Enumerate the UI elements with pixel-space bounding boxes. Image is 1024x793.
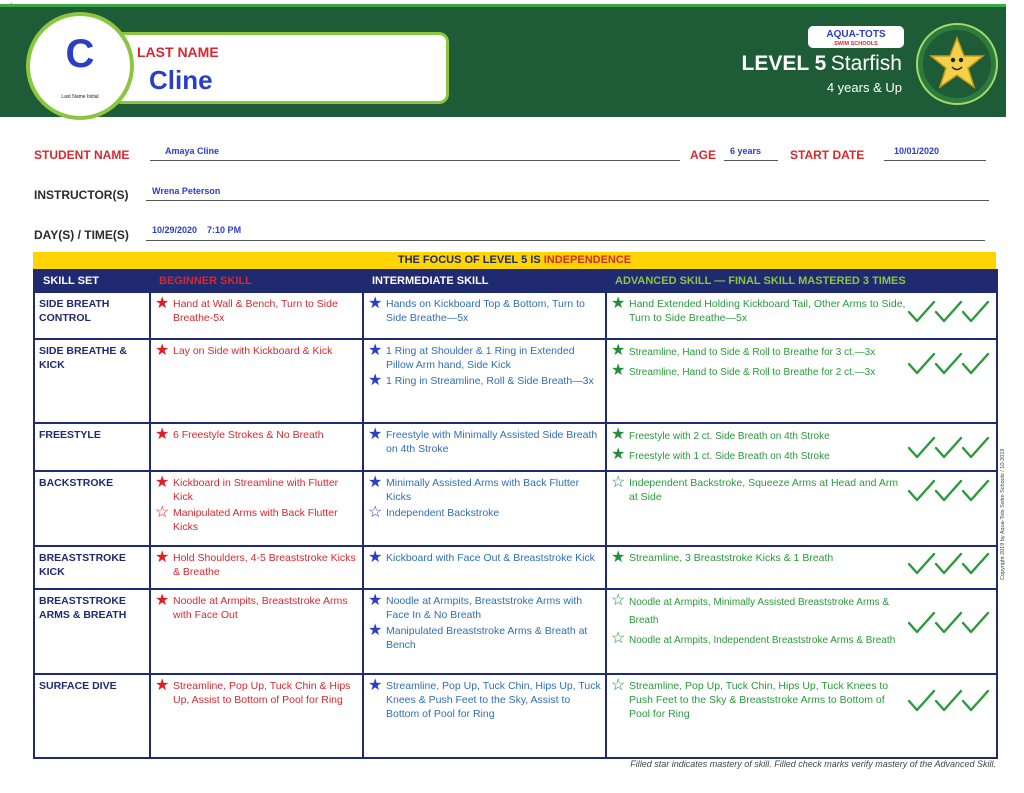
last-name-initial-caption: Last Name Initial (61, 94, 99, 100)
skill-item-text: Freestyle with 2 ct. Side Breath on 4th Stroke (629, 431, 830, 442)
checkmark-icon[interactable] (936, 691, 961, 710)
header-skill-set: SKILL SET (34, 270, 150, 292)
age-underline (724, 160, 778, 161)
skill-item (155, 594, 358, 622)
checkmark-icon[interactable] (909, 481, 934, 500)
checkmark-icon[interactable] (909, 691, 934, 710)
day-time-underline (146, 240, 985, 241)
skill-item (611, 297, 906, 325)
skill-item-text: Kickboard in Streamline with Flutter Kick (173, 477, 339, 503)
star-filled-icon[interactable]: ★ (155, 295, 170, 312)
skill-item (611, 551, 906, 566)
skill-set-name: SURFACE DIVE (34, 674, 150, 758)
age-field[interactable]: 6 years (730, 146, 762, 156)
skill-row (34, 292, 997, 339)
star-outline-icon[interactable]: ☆ (611, 677, 626, 694)
checkmark-icon[interactable] (909, 613, 934, 632)
skill-item (155, 551, 358, 579)
mastery-checks (907, 299, 991, 325)
star-filled-icon[interactable]: ★ (611, 446, 626, 463)
header-advanced: ADVANCED SKILL — FINAL SKILL MASTERED 3 TIMES (606, 270, 997, 292)
star-filled-icon[interactable]: ★ (368, 549, 383, 566)
instructor-label: INSTRUCTOR(S) (34, 188, 129, 202)
checkmark-icon[interactable] (963, 481, 988, 500)
mastery-checks (907, 478, 991, 504)
skill-item (155, 297, 358, 325)
star-outline-icon[interactable]: ☆ (611, 592, 626, 609)
instructor-field[interactable]: Wrena Peterson (152, 186, 221, 196)
star-filled-icon[interactable]: ★ (155, 677, 170, 694)
skill-item-text: Independent Backstroke, Squeeze Arms at Head and Arm at Side (629, 477, 899, 503)
beginner-cell (150, 589, 363, 674)
star-filled-icon[interactable]: ★ (155, 474, 170, 491)
skill-item-text: Kickboard with Face Out & Breaststroke Kick (386, 552, 595, 564)
star-filled-icon[interactable]: ★ (368, 295, 383, 312)
skill-item-text: Hand at Wall & Bench, Turn to Side Breathe-5x (173, 298, 338, 324)
header-beginner: BEGINNER SKILL (150, 270, 363, 292)
advanced-cell (606, 471, 997, 546)
star-outline-icon[interactable]: ☆ (611, 630, 626, 647)
student-name-underline (150, 160, 680, 161)
skill-item-text: 1 Ring in Streamline, Roll & Side Breath—3x (386, 375, 594, 387)
star-filled-icon[interactable]: ★ (368, 622, 383, 639)
beginner-cell (150, 674, 363, 758)
checkmark-icon[interactable] (963, 613, 988, 632)
checkmark-icon[interactable] (936, 554, 961, 573)
skill-item (611, 428, 906, 446)
last-name-value: Cline (149, 65, 213, 95)
skill-item (155, 428, 358, 443)
advanced-cell (606, 292, 997, 339)
star-outline-icon[interactable]: ☆ (368, 504, 383, 521)
skill-item-text: Streamline, 3 Breaststroke Kicks & 1 Breath (629, 552, 834, 564)
skill-set-name: BREASTSTROKE ARMS & BREATH (34, 589, 150, 674)
skill-row (34, 589, 997, 674)
star-filled-icon[interactable]: ★ (368, 426, 383, 443)
skills-table (33, 269, 998, 759)
skill-set-name: BACKSTROKE (34, 471, 150, 546)
check-group (906, 297, 992, 327)
check-group (906, 551, 992, 577)
last-name-initial-badge (26, 12, 134, 120)
intermediate-cell (363, 423, 606, 471)
header-intermediate: INTERMEDIATE SKILL (363, 270, 606, 292)
last-name-label: LAST NAME (137, 44, 219, 60)
checkmark-icon[interactable] (936, 613, 961, 632)
checkmark-icon[interactable] (936, 438, 961, 457)
star-filled-icon[interactable]: ★ (611, 295, 626, 312)
skill-item-text: Hold Shoulders, 4-5 Breaststroke Kicks & Breathe (173, 552, 356, 578)
skill-item (368, 594, 601, 622)
student-name-field[interactable]: Amaya Cline (165, 146, 220, 156)
skill-item (368, 624, 601, 652)
intermediate-cell (363, 292, 606, 339)
check-group (906, 428, 992, 468)
star-outline-icon[interactable]: ☆ (155, 504, 170, 521)
star-filled-icon[interactable]: ★ (368, 677, 383, 694)
star-filled-icon[interactable]: ★ (611, 426, 626, 443)
intermediate-cell (363, 589, 606, 674)
skills-table-header (34, 270, 997, 292)
focus-highlight: INDEPENDENCE (543, 254, 632, 266)
intermediate-cell (363, 674, 606, 758)
skill-item (368, 679, 601, 721)
advanced-cell (606, 546, 997, 589)
aqua-tots-logo (808, 26, 904, 48)
check-group (906, 594, 992, 652)
checkmark-icon[interactable] (909, 354, 934, 373)
last-name-initial: C (65, 32, 95, 76)
skill-item (368, 428, 601, 456)
skill-item-text: Noodle at Armpits, Minimally Assisted Breaststroke Arms & Breath (629, 597, 890, 626)
instructor-underline (146, 200, 989, 201)
start-date-underline (884, 160, 986, 161)
star-filled-icon[interactable]: ★ (155, 342, 170, 359)
check-group (906, 344, 992, 384)
skill-item (368, 374, 601, 389)
skill-item (368, 344, 601, 372)
skill-item-text: 6 Freestyle Strokes & No Breath (173, 429, 324, 441)
beginner-cell (150, 471, 363, 546)
focus-prefix: THE FOCUS OF LEVEL 5 IS (397, 254, 544, 266)
skill-item (611, 476, 906, 504)
skill-item (155, 506, 358, 534)
star-filled-icon[interactable]: ★ (611, 342, 626, 359)
skill-item-text: Manipulated Arms with Back Flutter Kicks (173, 507, 338, 533)
star-filled-icon[interactable]: ★ (368, 592, 383, 609)
skill-item (155, 679, 358, 707)
checkmark-icon[interactable] (909, 438, 934, 457)
skill-item-text: Independent Backstroke (386, 507, 500, 519)
skill-item (155, 344, 358, 359)
check-group (906, 679, 992, 723)
starfish-logo (916, 20, 998, 108)
skill-set-name: SIDE BREATHE & KICK (34, 339, 150, 423)
skill-item-text: Hands on Kickboard Top & Bottom, Turn to Side Breathe—5x (386, 298, 585, 324)
mastery-checks (907, 610, 991, 636)
checkmark-icon[interactable] (909, 302, 934, 321)
checkmark-icon[interactable] (936, 481, 961, 500)
skill-item (368, 551, 601, 566)
checkmark-icon[interactable] (936, 354, 961, 373)
checkmark-icon[interactable] (936, 302, 961, 321)
checkmark-icon[interactable] (963, 691, 988, 710)
brand-subtitle: SWIM SCHOOLS (834, 41, 878, 47)
skill-item-text: Noodle at Armpits, Breaststroke Arms with Face In & No Breath (386, 595, 583, 621)
star-filled-icon[interactable]: ★ (611, 362, 626, 379)
skill-row (34, 423, 997, 471)
star-filled-icon[interactable]: ★ (155, 426, 170, 443)
skill-item-text: Streamline, Pop Up, Tuck Chin & Hips Up, Assist to Bottom of Pool for Ring (173, 680, 351, 706)
level-title (690, 52, 902, 76)
skill-item-text: Noodle at Armpits, Breaststroke Arms with Face Out (173, 595, 348, 621)
skill-set-name: SIDE BREATH CONTROL (34, 292, 150, 339)
skill-item-text: Manipulated Breaststroke Arms & Breath at Bench (386, 625, 588, 651)
intermediate-cell (363, 471, 606, 546)
age-label: AGE (690, 148, 717, 162)
skill-item (368, 297, 601, 325)
skill-row (34, 471, 997, 546)
copyright-notice: Copyright 2019 by Aqua-Tots Swim Schools / 10-2019 (1000, 448, 1006, 580)
checkmark-icon[interactable] (963, 302, 988, 321)
student-name-label: STUDENT NAME (34, 148, 130, 162)
beginner-cell (150, 339, 363, 423)
skill-item-text: Hand Extended Holding Kickboard Tail, Other Arms to Side, Turn to Side Breathe—5x (629, 298, 906, 324)
star-filled-icon[interactable]: ★ (368, 342, 383, 359)
day-time-field[interactable]: 10/29/2020 7:10 PM (152, 225, 242, 235)
skill-item (611, 448, 906, 466)
intermediate-cell (363, 339, 606, 423)
start-date-label: START DATE (790, 148, 865, 162)
skill-item-text: Streamline, Pop Up, Tuck Chin, Hips Up, Tuck Knees & Push Feet to the Sky, Assist to Bottom of Pool for Ring (386, 680, 601, 720)
skill-set-name: FREESTYLE (34, 423, 150, 471)
checkmark-icon[interactable] (909, 554, 934, 573)
level-focus-banner (33, 252, 996, 269)
level-number: LEVEL 5 (741, 52, 827, 75)
advanced-cell (606, 674, 997, 758)
mastery-checks (907, 688, 991, 714)
skill-row (34, 339, 997, 423)
skill-item (368, 476, 601, 504)
start-date-field[interactable]: 10/01/2020 (894, 146, 940, 156)
skill-item (611, 344, 906, 362)
checkmark-icon[interactable] (963, 354, 988, 373)
star-filled-icon[interactable]: ★ (368, 474, 383, 491)
star-filled-icon[interactable]: ★ (368, 372, 383, 389)
skill-item (611, 632, 906, 650)
day-time-label: DAY(S) / TIME(S) (34, 228, 129, 242)
skill-item-text: Noodle at Armpits, Independent Breaststroke Arms & Breath (629, 635, 896, 646)
last-name-box (112, 32, 449, 104)
skill-item (611, 679, 906, 721)
skill-item (368, 506, 601, 521)
skill-row (34, 546, 997, 589)
skill-item-text: Minimally Assisted Arms with Back Flutter Kicks (386, 477, 580, 503)
star-filled-icon[interactable]: ★ (611, 549, 626, 566)
advanced-cell (606, 423, 997, 471)
skill-item (611, 364, 906, 382)
brand-name: AQUA-TOTS (826, 29, 886, 40)
legend-footnote: Filled star indicates mastery of skill. Filled check marks verify mastery of the Advanced Skill. (630, 759, 996, 769)
check-group (906, 476, 992, 506)
advanced-cell (606, 339, 997, 423)
star-filled-icon[interactable]: ★ (155, 549, 170, 566)
skill-item-text: Streamline, Hand to Side & Roll to Breathe for 2 ct.—3x (629, 367, 876, 378)
advanced-cell (606, 589, 997, 674)
level-name: Starfish (830, 52, 902, 75)
intermediate-cell (363, 546, 606, 589)
mastery-checks (907, 435, 991, 461)
skill-item-text: Freestyle with Minimally Assisted Side Breath on 4th Stroke (386, 429, 598, 455)
skill-item-text: Freestyle with 1 ct. Side Breath on 4th Stroke (629, 451, 830, 462)
skill-item-text: Streamline, Pop Up, Tuck Chin, Hips Up, Tuck Knees to Push Feet to the Sky & Breaststroke Arms to Bottom of Pool for Ring (629, 680, 889, 720)
level-age-range: 4 years & Up (826, 80, 902, 95)
skill-item-text: Lay on Side with Kickboard & Kick (173, 345, 333, 357)
skill-item-text: Streamline, Hand to Side & Roll to Breathe for 3 ct.—3x (629, 347, 876, 358)
checkmark-icon[interactable] (963, 554, 988, 573)
beginner-cell (150, 546, 363, 589)
skill-set-name: BREASTSTROKE KICK (34, 546, 150, 589)
beginner-cell (150, 292, 363, 339)
skill-item-text: 1 Ring at Shoulder & 1 Ring in Extended Pillow Arm hand, Side Kick (386, 345, 575, 371)
star-filled-icon[interactable]: ★ (155, 592, 170, 609)
beginner-cell (150, 423, 363, 471)
star-outline-icon[interactable]: ☆ (611, 474, 626, 491)
checkmark-icon[interactable] (963, 438, 988, 457)
mastery-checks (907, 351, 991, 377)
skill-item (155, 476, 358, 504)
skill-row (34, 674, 997, 758)
mastery-checks (907, 551, 991, 577)
skill-item (611, 594, 906, 630)
